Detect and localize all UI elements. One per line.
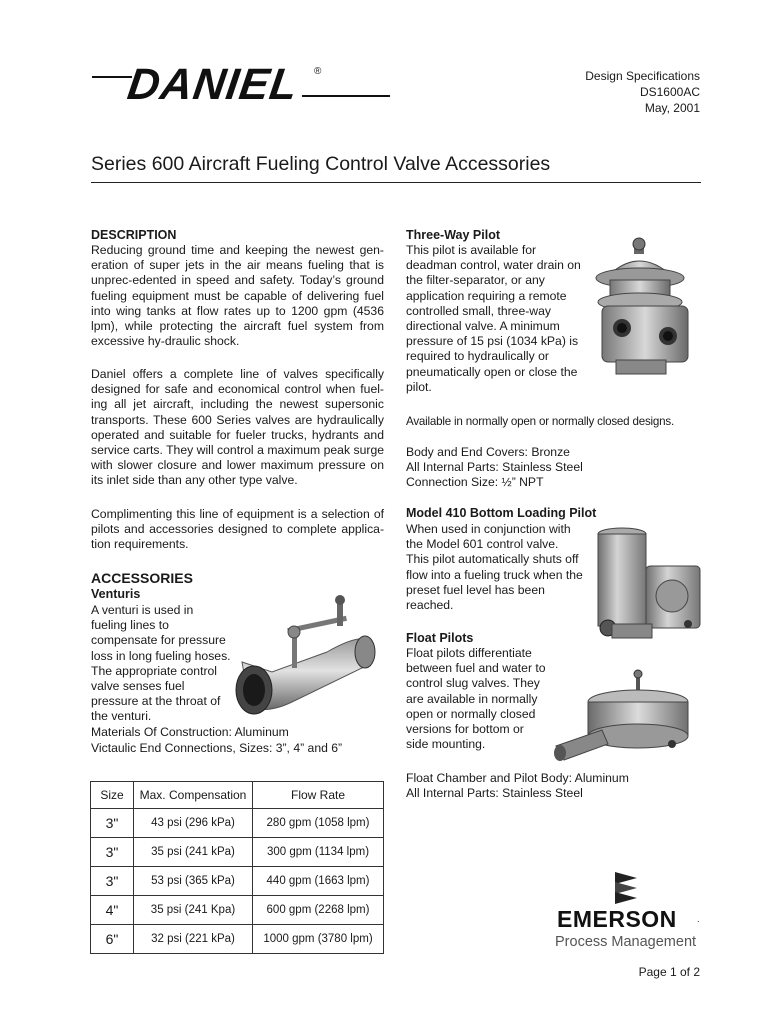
text-line: side mounting.: [406, 737, 486, 752]
table-cell: 35 psi (241 kPa): [134, 838, 253, 867]
table-row: [91, 896, 384, 925]
model-410-text: [406, 522, 596, 613]
text-line: are available in normally: [406, 691, 538, 706]
three-way-pilot-image: [586, 236, 706, 386]
text-line: pneumatically open or close the: [406, 364, 578, 379]
spec-block: [585, 68, 700, 116]
page-title: Series 600 Aircraft Fueling Control Valve Accessories: [91, 153, 551, 175]
text-line: directional valve. A minimum: [406, 319, 560, 334]
table-cell: 43 psi (296 kPa): [134, 809, 253, 838]
float-pilots-heading: Float Pilots: [406, 631, 474, 645]
venturi-image: [232, 592, 382, 722]
process-management-text: Process Management: [555, 934, 697, 950]
text-line: The appropriate control: [91, 663, 218, 678]
table-header: Flow Rate: [253, 782, 384, 809]
text-line: open or normally closed: [406, 706, 536, 721]
trademark-dot: .: [697, 914, 700, 924]
page-number: Page 1 of 2: [638, 965, 700, 979]
float-pilots-specs: [406, 771, 702, 801]
table-row: [91, 925, 384, 954]
text-line: loss in long fueling hoses.: [91, 648, 231, 663]
table-header: Max. Compensation: [134, 782, 253, 809]
spec-line: Connection Size: ½” NPT: [406, 475, 544, 490]
venturis-heading: Venturis: [91, 587, 141, 601]
text-line: application requiring a remote: [406, 288, 567, 303]
spec-line: All Internal Parts: Stainless Steel: [406, 460, 583, 475]
text-line: required to hydraulically or: [406, 349, 549, 364]
text-line: the venturi.: [91, 709, 152, 724]
model-410-heading: Model 410 Bottom Loading Pilot: [406, 506, 597, 520]
table-cell: 4": [91, 896, 134, 925]
table-cell: 3": [91, 867, 134, 896]
text-line: control slug valves. They: [406, 676, 540, 691]
logo-rule: [302, 95, 390, 97]
description-paragraph-1: Reducing ground time and keeping the newest gen-eration of super jets in the air means fueling that is unprec-edented in speed and safety. Today’s ground fueling equipment must be capable of delivering fuel into wing tanks at flow rates up to 1200 gpm (4536 lpm), while protecting the aircraft fuel system from excessive hy-draulic shock.: [91, 243, 384, 349]
text-line: the Model 601 control valve.: [406, 537, 559, 552]
description-paragraph-3: Complimenting this line of equipment is a selection of pilots and accessories designed to complete applica-tion requirements.: [91, 507, 384, 552]
text-line: This pilot automatically shuts off: [406, 552, 579, 567]
text-line: between fuel and water to: [406, 661, 546, 676]
text-line: This pilot is available for: [406, 243, 537, 257]
table-cell: 32 psi (221 kPa): [134, 925, 253, 954]
table-cell: 600 gpm (2268 lpm): [253, 896, 384, 925]
text-line: deadman control, water drain on: [406, 258, 581, 273]
description-heading: DESCRIPTION: [91, 228, 177, 242]
text-line: compensate for pressure: [91, 633, 226, 648]
emerson-symbol-icon: [611, 870, 641, 906]
spec-line: All Internal Parts: Stainless Steel: [406, 786, 583, 801]
table-row: [91, 867, 384, 896]
text-line: Float pilots differentiate: [406, 646, 532, 660]
table-cell: 3": [91, 809, 134, 838]
table-row: [91, 838, 384, 867]
venturi-table: [90, 781, 384, 954]
registered-mark: ®: [314, 66, 322, 77]
emerson-logo: [555, 870, 705, 960]
daniel-logo: [92, 62, 392, 112]
table-row: [91, 809, 384, 838]
text-line: controlled small, three-way: [406, 303, 551, 318]
logo-rule: [92, 76, 132, 78]
spec-line: May, 2001: [644, 101, 700, 115]
accessories-heading: ACCESSORIES: [91, 570, 193, 586]
table-cell: 6": [91, 925, 134, 954]
brand-wordmark: DANIEL: [124, 60, 302, 109]
venturi-connections: Victaulic End Connections, Sizes: 3”, 4” and 6”: [91, 741, 343, 755]
table-cell: 440 gpm (1663 lpm): [253, 867, 384, 896]
venturi-materials: Materials Of Construction: Aluminum: [91, 725, 289, 739]
float-pilots-text: [406, 646, 566, 752]
emerson-wordmark: EMERSON: [557, 906, 677, 932]
spec-line: Body and End Covers: Bronze: [406, 445, 570, 459]
table-cell: 3": [91, 838, 134, 867]
table-cell: 35 psi (241 Kpa): [134, 896, 253, 925]
table-cell: 1000 gpm (3780 lpm): [253, 925, 384, 954]
text-line: valve senses fuel: [91, 679, 185, 694]
text-line: versions for bottom or: [406, 722, 524, 737]
title-divider: [91, 182, 701, 183]
text-line: the filter-separator, or any: [406, 273, 545, 288]
table-cell: 280 gpm (1058 lpm): [253, 809, 384, 838]
text-line: fueling lines to: [91, 618, 169, 633]
text-line: pressure of 15 psi (1034 kPa) is: [406, 334, 579, 349]
three-way-heading: Three-Way Pilot: [406, 228, 500, 242]
text-line: pressure at the throat of: [91, 694, 221, 709]
model-410-pilot-image: [592, 526, 704, 644]
spec-line: Design Specifications: [585, 69, 700, 83]
table-cell: 300 gpm (1134 lpm): [253, 838, 384, 867]
text-line: pilot.: [406, 379, 432, 394]
text-line: reached.: [406, 598, 454, 613]
table-cell: 53 psi (365 kPa): [134, 867, 253, 896]
three-way-designs: Available in normally open or normally closed designs.: [406, 415, 675, 428]
table-header: Size: [91, 782, 134, 809]
table-header-row: [91, 782, 384, 809]
float-pilot-image: [552, 666, 702, 766]
text-line: A venturi is used in: [91, 603, 194, 617]
spec-line: DS1600AC: [639, 85, 700, 99]
text-line: preset fuel level has been: [406, 582, 545, 597]
three-way-text: [406, 243, 596, 395]
description-paragraph-2: Daniel offers a complete line of valves specifically designed for safe and economical control when fuel-ing all jet aircraft, including the newest supersonic transports. These 600 Series valves are hydraulically operated and suitable for fueler trucks, hydrants and service carts. They will control a maximum peak surge with slower closure and lower maximum pressure on its inlet side than any other type valve.: [91, 367, 384, 488]
text-line: When used in conjunction with: [406, 522, 571, 536]
spec-line: Float Chamber and Pilot Body: Aluminum: [406, 771, 629, 785]
three-way-specs: [406, 445, 702, 491]
text-line: flow into a fueling truck when the: [406, 567, 583, 582]
